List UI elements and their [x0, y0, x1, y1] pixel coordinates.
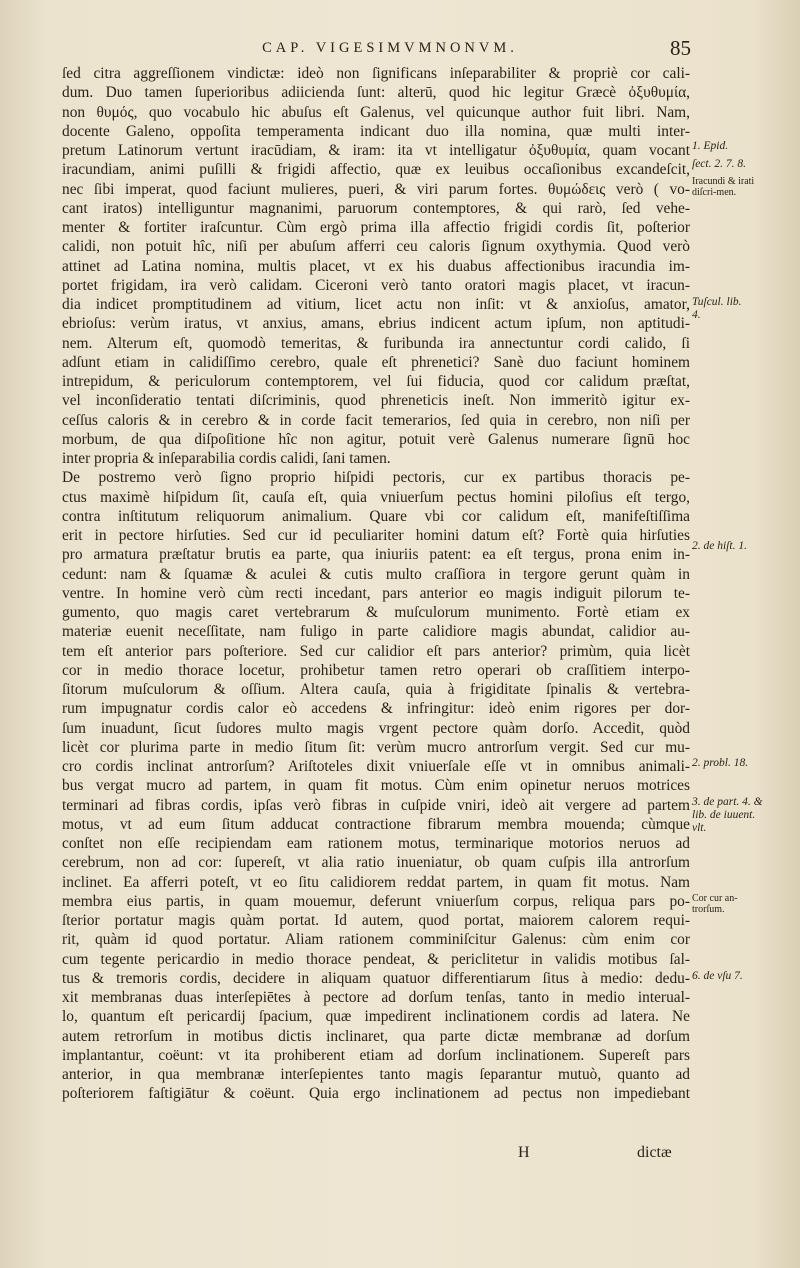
text-line: tus & tremoris cordis, decidere in aliquam quatuor differentiarum ſitus à medio: dedu- — [62, 969, 690, 987]
text-line: motus, vt ad eum ſitum adducat contractione fibrarum membra mouenda; cùmque — [62, 815, 690, 833]
text-line: cant iratos) intelliguntur magnanimi, paruorum contemptores, & qui rarò, ſed vehe- — [62, 199, 690, 217]
text-line: calidi, non potuit hîc, niſi per abuſum afferri ceu caloris ſignum oxythymia. Quod verò — [62, 238, 690, 256]
margin-note: 2. probl. 18. — [692, 757, 749, 769]
text-line: cedunt: nam & ſquamæ & aculei & cutis multo craſſiora in tergore gerunt quàm in — [62, 565, 690, 583]
text-line: anterior, in qua membranæ interſepientes tanto magis ſeparantur mutuò, quanto ad — [62, 1066, 690, 1083]
text-line: conſtet non eſſe recipiendam eam rationem motus, terminarique motorios neruos ad — [62, 835, 690, 852]
text-line: gumento, quo magis caret vertebrarum & muſculorum munimento. Fortè etiam ex — [62, 604, 690, 621]
text-line: dia indicet promptitudinem ad vitium, licet actu non inſit: vt & anxioſus, amator, — [62, 296, 690, 313]
page-number: 85 — [670, 36, 691, 60]
body-text — [62, 64, 690, 1104]
text-line: poſteriorem faſtigiātur & coëunt. Quia ergo inclinationem ad pectus non impediebant — [62, 1085, 690, 1103]
text-line: De postremo verò ſigno proprio hiſpidi pectoris, cur ex partibus thoracis pe- — [62, 469, 690, 487]
text-line: non θυμός, quo vocabulo hic abuſus eſt Galenus, vel quicunque author fuit libri. Nam, — [62, 103, 690, 121]
text-line: cum tegente pericardio in medio thorace pendeat, & periclitetur in validis motibus ſal- — [62, 950, 690, 968]
text-line: nem. Alterum eſt, quomodò temeritas, & furibunda ira annectuntur cordi calido, ſi — [62, 334, 690, 352]
text-line: implantantur, coëunt: vt ita prohiberent etiam ad dorſum inclinationem. Supereſt pars — [62, 1046, 690, 1064]
text-line: morbum, de qua diſpoſitione hîc non agitur, potuit verè Galenus numerare ſignū hoc — [62, 430, 690, 448]
text-line: xit membranas duas interſepiētes à pectore ad dorſum tenſas, tanto in medio interual- — [62, 989, 690, 1006]
text-line: cro cordis inclinat antrorſum? Ariſtoteles dixit vniuerſale eſſe vt in omnibus animali- — [62, 758, 690, 775]
text-line: ceſſus caloris & in cerebro & in corde facit temerarios, ſed quia in cerebro, non niſi per — [62, 411, 690, 429]
margin-note: Iracundi & irati diſcri-men. — [692, 176, 755, 198]
text-line: materiæ euenit neceſſitate, nam fuligo in parte calidiore magis abundat, calidior au- — [62, 623, 690, 641]
text-line: rit, quàm id quod portatur. Aliam rationem comminiſcitur Galenus: cùm enim cor — [62, 931, 690, 949]
text-line: licèt cor plurima parte in medio ſitum ſit: verùm mucro antrorſum vergit. Sed cur mu- — [62, 738, 690, 756]
text-line: inter propria & inſeparabilia cordis calidi, ſani tamen. — [62, 450, 391, 467]
text-line: inclinet. Ea afferri poteſt, vt eo ſitu calidiorem reddat partem, in quam fit motus. Nam — [62, 873, 690, 891]
text-line: attinet ad Latina nomina, multis placet, vt ex his duabus affectionibus iracundia im- — [62, 257, 690, 275]
margin-note: 1. Epid. — [692, 140, 729, 152]
text-line: ebrioſus: verùm iratus, vt anxius, amans, ebrius indicent actum ipſum, non aptitudi- — [62, 315, 690, 333]
text-line: rum impugnatur cordis calor eò accedens & infringitur: ideò enim rigores per dor- — [62, 700, 690, 718]
text-line: iracundiam, animi puſilli & frigidi affectio, quæ ex leuibus occaſionibus excandeſcit, — [62, 161, 690, 179]
text-line: nec ſibi imperat, quod faciunt mulieres, pueri, & viri parum fortes. θυμώδεις verò ( vo- — [62, 180, 690, 198]
margin-note: 2. de hiſt. 1. — [692, 540, 747, 552]
text-line: ſitorum muſculorum & oſſium. Altera cauſa, quia à frigiditate ſpinalis & vertebra- — [62, 681, 690, 698]
margin-note: ſect. 2. 7. 8. — [692, 158, 746, 170]
text-line: menter & fortiter iraſcuntur. Cùm ergò prima illa affectio frigidi cordis ſit, poſterior — [62, 219, 690, 236]
margin-note: Tuſcul. lib. 4. — [692, 296, 742, 321]
signature-mark: H — [518, 1144, 530, 1161]
text-line: pretum Latinorum vertunt iracūdiam, & iram: ita vt intelligatur ὀξυθυμία, quam vocant — [62, 142, 690, 159]
text-line: membra eius partis, in quam mouemur, deferunt vniuerſum corpus, reliqua pars po- — [62, 892, 690, 910]
text-line: vel inconſideratio tentati diſcriminis, quod phreneticis ineſt. Non immeritò igitur ex- — [62, 392, 690, 410]
catchword: dictæ — [637, 1144, 672, 1161]
text-line: adſunt etiam in calidiſſimo cerebro, quale eſt phrenetici? Sanè duo faciunt hominem — [62, 353, 690, 371]
text-line: contra inſtitutum reliquorum animalium. Quare vbi cor calidum eſt, manifeſtiſſima — [62, 507, 690, 525]
text-line: erit in pectore hirſuties. Sed cur id peculiariter homini datum eſt? Fortè quia hirſuties — [62, 527, 690, 544]
text-line: ſed citra aggreſſionem vindictæ: ideò non ſignificans inſeparabiliter & propriè cor cali- — [62, 65, 690, 82]
text-line: ctus maximè hiſpidum ſit, cauſa eſt, quia vniuerſum pectus homini piloſius eſt tergo, — [62, 488, 690, 506]
margin-note: Cor cur an-trorſum. — [692, 893, 738, 915]
text-line: cor in medio thorace locetur, prohibetur tamen retro operari ob craſſitiem interpo- — [62, 661, 690, 679]
text-line: intrepidum, & periculorum contemptorem, vel ſui fiducia, quod cor calidum præſtat, — [62, 373, 690, 390]
text-line: ſum inuadunt, ſicut ſudores multo magis vrgent pectore quàm dorſo. Accedit, quòd — [62, 719, 690, 737]
text-line: bus vergat mucro ad partem, in quam fit motus. Cùm enim opinetur neruos motrices — [62, 777, 690, 795]
text-line: tem eſt anterior pars poſteriore. Sed cur calidior eſt pars anterior? primùm, quia licèt — [62, 642, 690, 660]
text-line: lo, quantum eſt pericardij ſpacium, quæ impedirent inclinationem cordis ad latera. Ne — [62, 1008, 690, 1026]
text-line: cerebrum, non ad cor: ſupereſt, vt alia ratio inueniatur, ob quam cuſpis illa antrorſum — [62, 854, 690, 872]
text-line: docente Galeno, oppoſita temperamenta indicant duo illa nomina, quæ multi inter- — [62, 122, 690, 140]
text-line: dum. Duo tamen ſuperioribus adiicienda ſunt: alterū, quod hic legitur Græcè ὀξυθυμία, — [62, 84, 690, 102]
text-line: autem retrorſum in motibus dictis inclinaret, qua parte dictæ membranæ ad dorſum — [62, 1027, 690, 1045]
text-line: terminari ad fibras cordis, ipſas verò fibras in cuſpide vniri, ideò ait vergere ad partem — [62, 796, 690, 814]
margin-note: 6. de vſu 7. — [692, 970, 743, 982]
margin-note: 3. de part. 4. & lib. de iuuent. vlt. — [692, 796, 763, 834]
text-line: ventre. In homine verò cùm recti incedant, pars anterior eo magis indiguit pilorum te- — [62, 584, 690, 602]
text-line: ſterior portatur magis quàm portat. Id autem, quod portat, maiorem calorem requi- — [62, 912, 690, 929]
text-line: portet frigidam, ira verò calidam. Ciceroni verò tanto oratori magis placet, vt iracun- — [62, 276, 690, 294]
text-line: pro armatura præſtatur brutis ea parte, qua iniuriis patent: ea eſt tergus, prona enim in- — [62, 546, 690, 564]
chapter-title: CAP. VIGESIMVMNONVM. — [262, 40, 518, 56]
